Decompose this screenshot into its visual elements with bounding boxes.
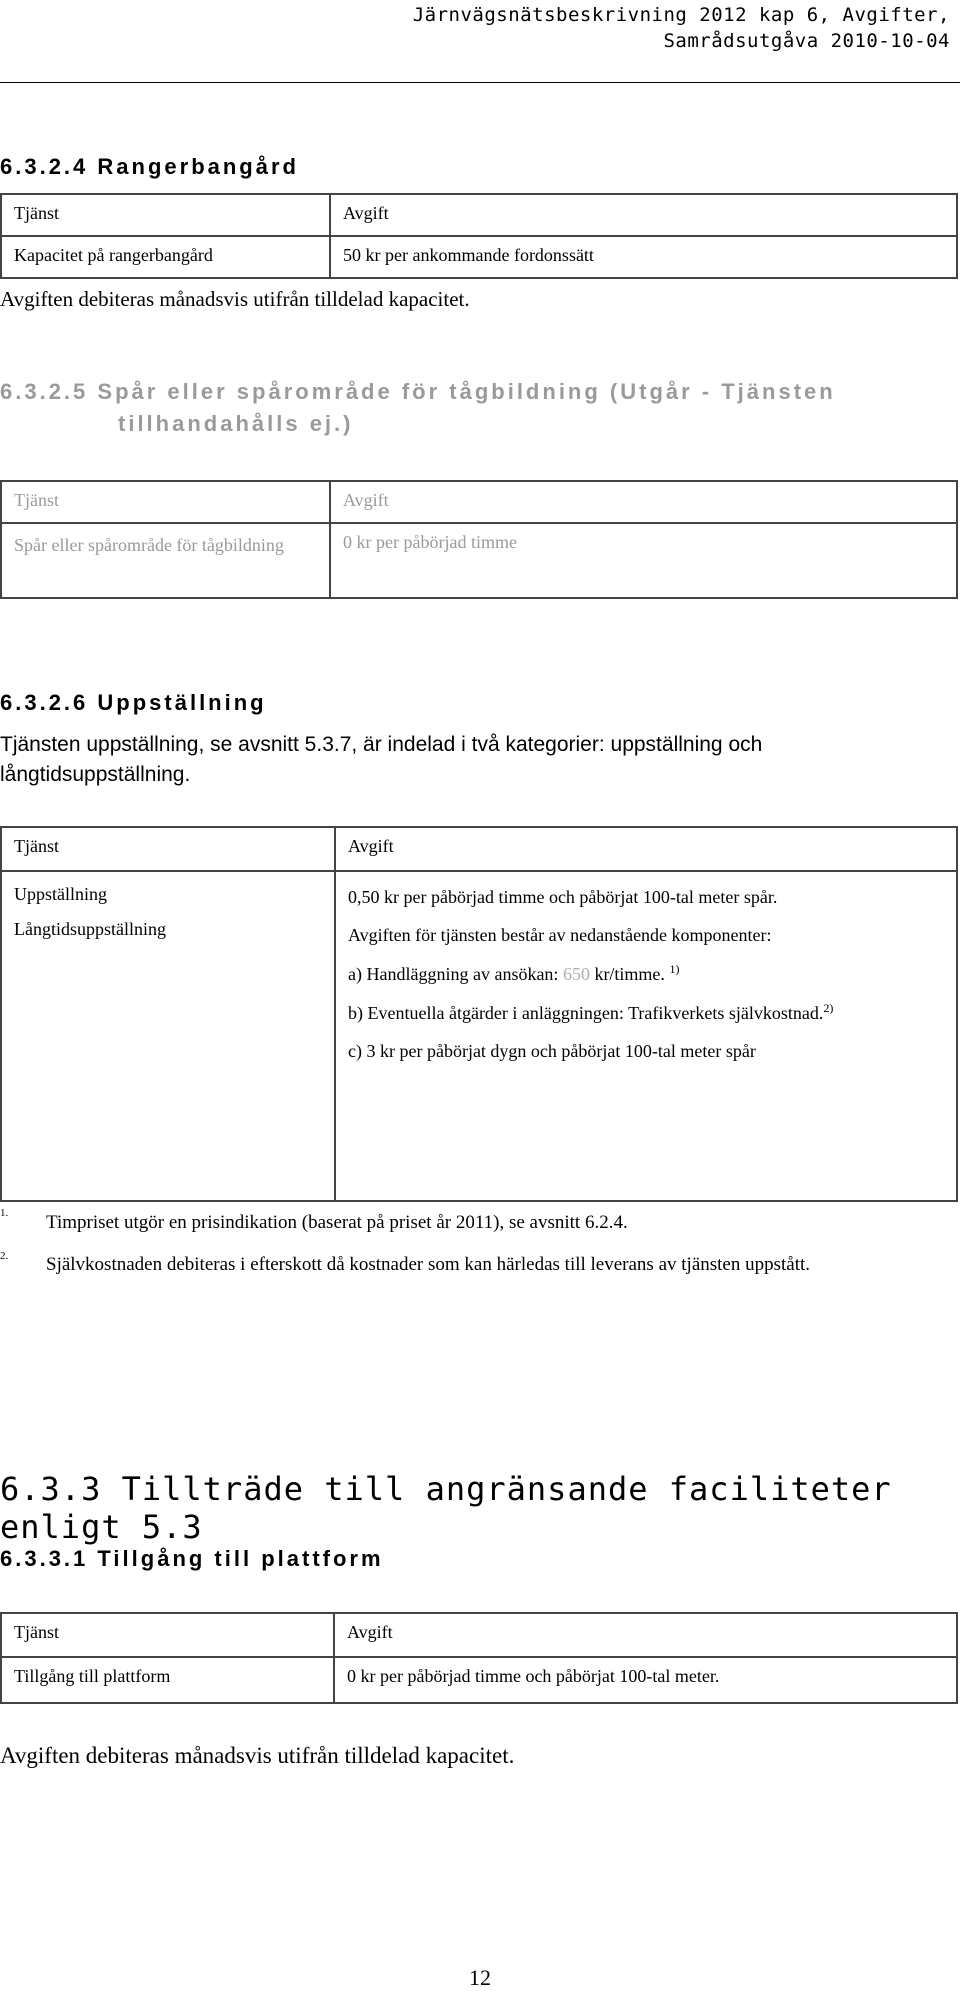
section-heading-6331: 6.3.3.1 Tillgång till plattform bbox=[0, 1546, 384, 1571]
component-b-text: b) Eventuella åtgärder i anläggningen: Trafikverkets självkostnad. bbox=[348, 1003, 824, 1023]
column-header-service: Tjänst bbox=[14, 490, 59, 510]
section-heading-6324: 6.3.2.4 Rangerbangård bbox=[0, 154, 299, 179]
footnote-text: Timpriset utgör en prisindikation (baserat på priset år 2011), se avsnitt 6.2.4. bbox=[46, 1212, 628, 1233]
column-header-fee: Avgift bbox=[348, 836, 394, 856]
section-heading-633: 6.3.3 Tillträde till angränsande faciliteter enligt 5.3 bbox=[0, 1470, 892, 1546]
header-subtitle: Samrådsutgåva 2010-10-04 bbox=[663, 30, 950, 52]
service-cell: Långtidsuppställning bbox=[14, 919, 166, 939]
service-cell: Tillgång till plattform bbox=[14, 1666, 171, 1686]
footnote-number: 1. bbox=[0, 1207, 9, 1219]
page-number: 12 bbox=[469, 1965, 491, 1990]
fee-cell: 50 kr per ankommande fordonssätt bbox=[343, 245, 594, 265]
column-header-service: Tjänst bbox=[14, 1622, 59, 1642]
service-cell: Spår eller spårområde för tågbildning bbox=[14, 535, 284, 555]
footnote-ref-1: 1) bbox=[669, 962, 680, 976]
fee-cell: 0,50 kr per påbörjad timme och påbörjat 100-tal meter spår. bbox=[348, 887, 778, 907]
component-a-label: a) Handläggning av ansökan: bbox=[348, 964, 563, 984]
table-row bbox=[1, 1657, 957, 1703]
fee-component-c: c) 3 kr per påbörjat dygn och påbörjat 100-tal meter spår bbox=[348, 1041, 756, 1061]
column-header-service: Tjänst bbox=[14, 836, 59, 856]
fee-cell: 0 kr per påbörjad timme och påbörjat 100-tal meter. bbox=[347, 1666, 720, 1686]
table-row bbox=[1, 523, 957, 598]
component-a-unit: kr/timme. bbox=[589, 964, 665, 984]
billing-note: Avgiften debiteras månadsvis utifrån tilldelad kapacitet. bbox=[0, 1743, 515, 1768]
section-heading-6325-cont: tillhandahålls ej.) bbox=[118, 411, 354, 436]
table-header-row bbox=[1, 827, 957, 871]
fee-table-plattform bbox=[0, 1612, 958, 1704]
table-row bbox=[1, 236, 957, 278]
page-header bbox=[0, 0, 960, 83]
column-header-fee: Avgift bbox=[343, 490, 389, 510]
column-header-service: Tjänst bbox=[14, 203, 59, 223]
section-heading-6325: 6.3.2.5 Spår eller spårområde för tågbildning (Utgår - Tjänsten bbox=[0, 379, 836, 404]
fee-table-rangerbangard bbox=[0, 193, 958, 279]
column-header-fee: Avgift bbox=[343, 203, 389, 223]
section-heading-6326: 6.3.2.6 Uppställning bbox=[0, 690, 267, 715]
table-header-row bbox=[1, 1613, 957, 1657]
column-header-fee: Avgift bbox=[347, 1622, 393, 1642]
service-cell: Kapacitet på rangerbangård bbox=[14, 245, 213, 265]
fee-components-intro: Avgiften för tjänsten består av nedanstående komponenter: bbox=[348, 925, 772, 945]
fee-component-a bbox=[336, 952, 956, 991]
component-a-value: 650 bbox=[562, 964, 590, 984]
service-cell: Uppställning bbox=[14, 884, 107, 904]
table-row bbox=[1, 871, 957, 1201]
fee-cell: 0 kr per påbörjad timme bbox=[343, 532, 517, 552]
billing-note: Avgiften debiteras månadsvis utifrån tilldelad kapacitet. bbox=[0, 287, 470, 311]
footnote-ref-2: 2) bbox=[823, 1001, 834, 1015]
footnote-number: 2. bbox=[0, 1250, 9, 1262]
fee-component-b bbox=[336, 991, 880, 1030]
section-intro: Tjänsten uppställning, se avsnitt 5.3.7, är indelad i två kategorier: uppställning och långtidsuppställning. bbox=[0, 733, 763, 786]
footnote-text: Självkostnaden debiteras i efterskott då kostnader som kan härledas till leverans av tjänsten uppstått. bbox=[46, 1254, 811, 1275]
table-header-row bbox=[1, 194, 957, 236]
table-header-row bbox=[1, 481, 957, 523]
fee-table-tagbildning bbox=[0, 480, 958, 599]
header-title: Järnvägsnätsbeskrivning 2012 kap 6, Avgifter, bbox=[412, 4, 950, 26]
fee-table-uppstallning bbox=[0, 826, 958, 1202]
